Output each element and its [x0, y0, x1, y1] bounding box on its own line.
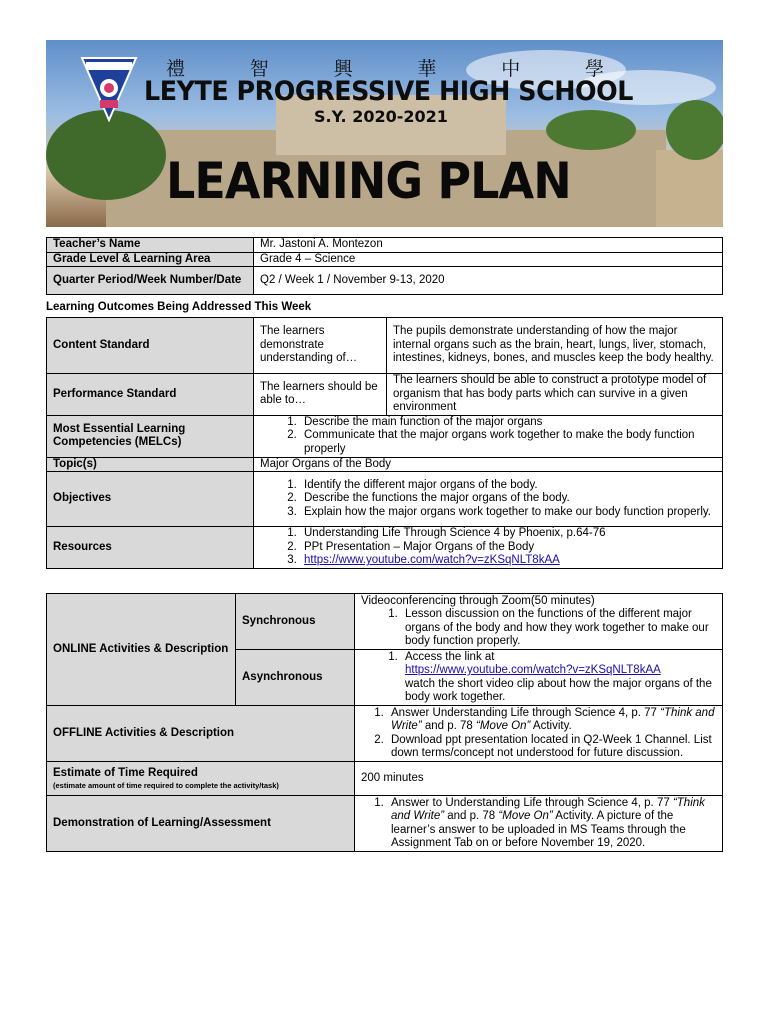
asynchronous-cell [355, 650, 723, 706]
table-row [47, 594, 723, 650]
table-row [47, 374, 723, 416]
list-item: 3. Explain how the major organs work together to make our body function properly. [300, 506, 716, 520]
quarter-period-label: Quarter Period/Week Number/Date [47, 267, 254, 295]
teacher-info-table [46, 237, 723, 295]
chinese-char: 學 [584, 58, 606, 80]
online-activities-label: ONLINE Activities & Description [47, 594, 236, 706]
chinese-char: 華 [417, 58, 439, 80]
synchronous-cell [355, 594, 723, 650]
list-item: 2. Describe the functions the major organs of the body. [300, 492, 716, 506]
melcs-list [260, 416, 716, 457]
list-item: 1. Describe the main function of the major organs [300, 416, 716, 430]
demo-emphasis: “Think and Write” [391, 796, 705, 822]
tree-decor [46, 110, 166, 200]
demonstration-cell [355, 796, 723, 852]
objectives-list [260, 479, 716, 520]
time-required-label [47, 762, 355, 796]
building-side [656, 150, 723, 227]
melcs-label: Most Essential Learning Competencies (MELCs) [47, 415, 254, 457]
synchronous-lead: Videoconferencing through Zoom(50 minutes) [361, 594, 595, 607]
demonstration-list [361, 797, 716, 851]
resources-list [260, 527, 716, 568]
table-row [47, 762, 723, 796]
demo-text: Activity. A picture of the learner’s answer to be uploaded in MS Teams through the Assignment Tab on or before November 19, 2020. [391, 810, 686, 849]
school-logo [80, 56, 138, 122]
table-row [47, 527, 723, 569]
table-row [47, 267, 723, 295]
offline-list [361, 707, 716, 761]
list-item: 2. Download ppt presentation located in Q2-Week 1 Channel. List down terms/concept not understood for future discussion. [387, 734, 716, 761]
topic-value: Major Organs of the Body [254, 457, 723, 472]
offline-emphasis: “Move On” [476, 720, 531, 732]
table-row [47, 796, 723, 852]
page-title: LEARNING PLAN [166, 152, 571, 210]
chinese-char: 智 [249, 58, 271, 80]
table-row [47, 706, 723, 762]
activities-table [46, 593, 723, 852]
demo-emphasis: “Move On” [498, 810, 553, 822]
table-row [47, 318, 723, 374]
list-item: 2. Communicate that the major organs work together to make the body function properly [300, 429, 716, 456]
list-item [300, 554, 716, 568]
offline-text: Answer Understanding Life through Science 4, p. 77 [391, 706, 661, 719]
tree-decor [666, 100, 723, 160]
chinese-char: 禮 [166, 58, 188, 80]
performance-standard-lead: The learners should be able to… [254, 374, 387, 416]
content-standard-text: The pupils demonstrate understanding of how the major internal organs such as the brain, heart, lungs, liver, stomach, intestines, kidneys, bones, and muscles keep the body healthy. [387, 318, 723, 374]
teacher-name-value: Mr. Jastoni A. Montezon [254, 238, 723, 253]
async-text-post: watch the short video clip about how the major organs of the body work together. [405, 677, 712, 703]
school-name: LEYTE PROGRESSIVE HIGH SCHOOL [144, 76, 633, 107]
demonstration-label: Demonstration of Learning/Assessment [47, 796, 355, 852]
header-banner [46, 40, 723, 227]
learning-outcomes-table [46, 317, 723, 569]
objectives-label: Objectives [47, 472, 254, 527]
palm-decor [546, 110, 636, 150]
chinese-char: 興 [333, 58, 355, 80]
teacher-name-label: Teacher’s Name [47, 238, 254, 253]
content-standard-label: Content Standard [47, 318, 254, 374]
grade-level-value: Grade 4 – Science [254, 252, 723, 267]
offline-activities-label: OFFLINE Activities & Description [47, 706, 355, 762]
offline-text: and p. 78 [421, 720, 477, 732]
demo-text: Answer to Understanding Life through Science 4, p. 77 [391, 796, 673, 809]
resources-label: Resources [47, 527, 254, 569]
offline-text: Activity. [530, 720, 572, 732]
youtube-link[interactable]: https://www.youtube.com/watch?v=zKSqNLT8kAA [405, 664, 661, 676]
time-required-value: 200 minutes [355, 762, 723, 796]
synchronous-label: Synchronous [236, 594, 355, 650]
synchronous-list [361, 608, 716, 649]
grade-level-label: Grade Level & Learning Area [47, 252, 254, 267]
melcs-cell [254, 415, 723, 457]
performance-standard-text: The learners should be able to construct a prototype model of organism that has body parts which can survive in a given environment [387, 374, 723, 416]
chinese-char: 中 [501, 58, 523, 80]
table-row [47, 252, 723, 267]
list-item [387, 797, 716, 851]
table-row [47, 238, 723, 253]
asynchronous-label: Asynchronous [236, 650, 355, 706]
time-required-note: (estimate amount of time required to complete the activity/task) [53, 780, 279, 790]
quarter-period-value: Q2 / Week 1 / November 9-13, 2020 [254, 267, 723, 295]
objectives-cell [254, 472, 723, 527]
list-item [387, 707, 716, 734]
list-item: 1. Lesson discussion on the functions of the different major organs of the body and how they work together to make our body function properly. [401, 608, 716, 649]
performance-standard-label: Performance Standard [47, 374, 254, 416]
async-text-pre: Access the link at [405, 650, 495, 663]
content-standard-lead: The learners demonstrate understanding of… [254, 318, 387, 374]
topic-label: Topic(s) [47, 457, 254, 472]
table-row [47, 457, 723, 472]
asynchronous-list [361, 651, 716, 705]
list-item: 2. PPt Presentation – Major Organs of the Body [300, 541, 716, 555]
time-required-title: Estimate of Time Required [53, 767, 198, 780]
demo-text: and p. 78 [444, 810, 499, 822]
resources-cell [254, 527, 723, 569]
offline-emphasis: “Think and Write” [391, 706, 715, 732]
list-item: 1. Understanding Life Through Science 4 by Phoenix, p.64-76 [300, 527, 716, 541]
offline-activities-cell [355, 706, 723, 762]
list-item [401, 651, 716, 705]
table-row [47, 472, 723, 527]
youtube-link[interactable]: https://www.youtube.com/watch?v=zKSqNLT8kAA [304, 554, 560, 567]
list-item: 1. Identify the different major organs of the body. [300, 479, 716, 493]
outcomes-heading: Learning Outcomes Being Addressed This Week [46, 301, 312, 313]
school-year: S.Y. 2020-2021 [314, 107, 448, 126]
table-row [47, 415, 723, 457]
